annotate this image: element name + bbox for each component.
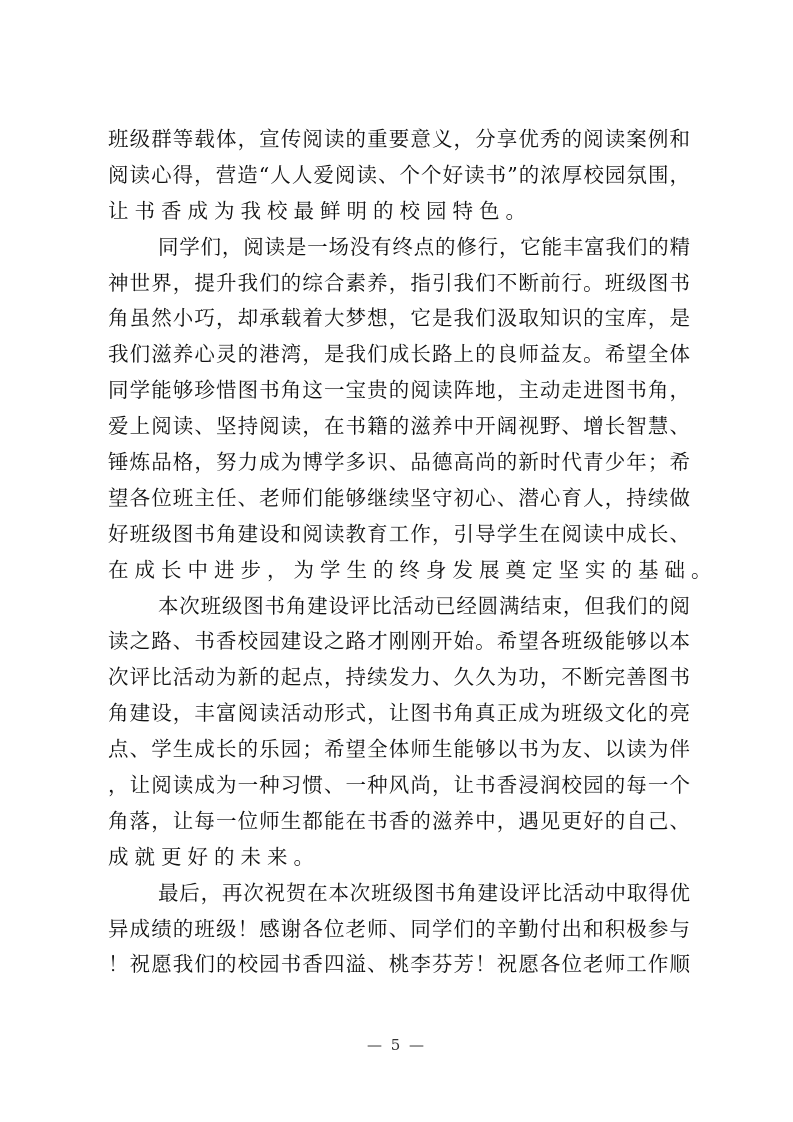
text-line: 异成绩的班级！感谢各位老师、同学们的辛勤付出和积极参与	[108, 916, 690, 941]
text-line: 神世界，提升我们的综合素养，指引我们不断前行。班级图书	[108, 270, 690, 295]
text-line: 同学们，阅读是一场没有终点的修行，它能丰富我们的精	[158, 234, 690, 259]
text-line: 我们滋养心灵的港湾，是我们成长路上的良师益友。希望全体	[108, 342, 690, 367]
text-line: 读之路、书香校园建设之路才刚刚开始。希望各班级能够以本	[108, 629, 690, 654]
text-line: ！祝愿我们的校园书香四溢、桃李芬芳！祝愿各位老师工作顺	[108, 952, 690, 977]
text-line: 角虽然小巧，却承载着大梦想，它是我们汲取知识的宝库，是	[108, 306, 690, 331]
text-line: 望各位班主任、老师们能够继续坚守初心、潜心育人，持续做	[108, 485, 690, 510]
paragraph	[108, 230, 718, 589]
paragraph	[108, 876, 690, 984]
text-line: 锤炼品格，努力成为博学多识、品德高尚的新时代青少年；希	[108, 450, 690, 475]
page-number: — 5 —	[366, 1036, 427, 1054]
text-line: 次评比活动为新的起点，持续发力、久久为功，不断完善图书	[108, 665, 690, 690]
text-line: 好班级图书角建设和阅读教育工作，引导学生在阅读中成长、	[108, 521, 690, 546]
text-line: 角建设，丰富阅读活动形式，让图书角真正成为班级文化的亮	[108, 701, 690, 726]
text-line: 在成长中进步，为学生的终身发展奠定坚实的基础。	[108, 557, 718, 582]
text-line: 最后，再次祝贺在本次班级图书角建设评比活动中取得优	[158, 880, 690, 905]
paragraph	[108, 122, 690, 230]
text-line: 本次班级图书角建设评比活动已经圆满结束，但我们的阅	[158, 593, 690, 618]
text-line: 点、学生成长的乐园；希望全体师生能够以书为友、以读为伴	[108, 737, 690, 762]
text-line: 让书香成为我校最鲜明的校园特色。	[108, 198, 532, 223]
text-line: 阅读心得，营造“人人爱阅读、个个好读书”的浓厚校园氛围，	[108, 162, 690, 187]
document-body	[108, 122, 718, 983]
text-line: 成就更好的未来。	[108, 844, 320, 869]
text-line: 班级群等载体，宣传阅读的重要意义，分享优秀的阅读案例和	[108, 127, 690, 151]
text-line: 爱上阅读、坚持阅读，在书籍的滋养中开阔视野、增长智慧、	[108, 414, 690, 439]
paragraph	[108, 589, 690, 876]
text-line: 角落，让每一位师生都能在书香的滋养中，遇见更好的自己、	[108, 808, 690, 833]
text-line: 同学能够珍惜图书角这一宝贵的阅读阵地，主动走进图书角，	[108, 378, 690, 403]
text-line: ，让阅读成为一种习惯、一种风尚，让书香浸润校园的每一个	[108, 773, 690, 798]
